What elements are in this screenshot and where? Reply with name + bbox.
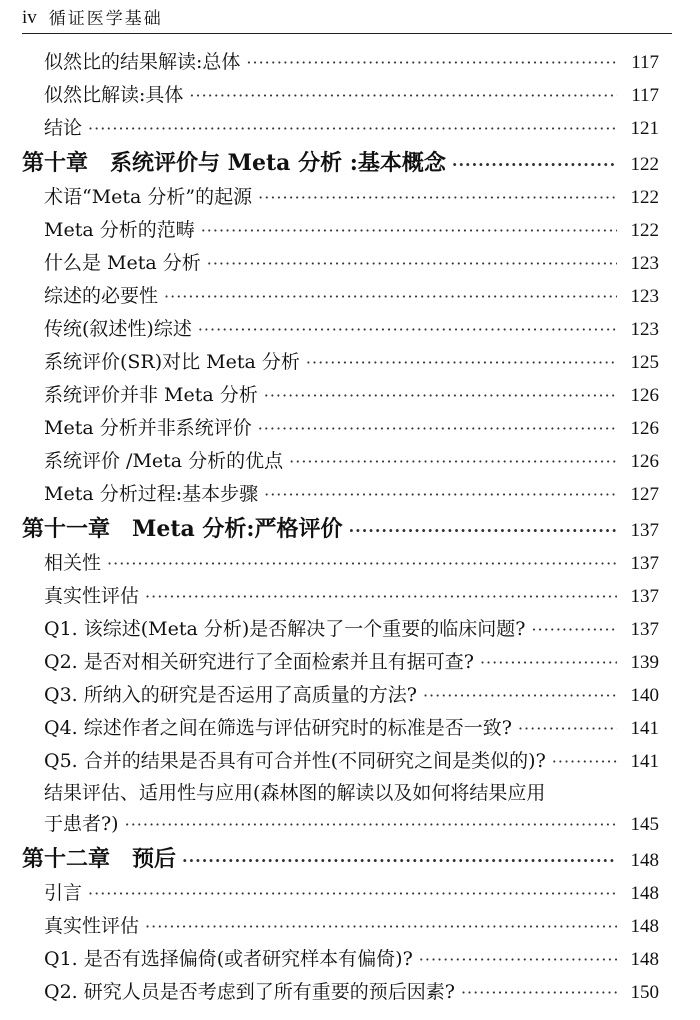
toc-chapter-title: 第十二章 预后 [22,846,177,872]
toc-entry[interactable] [22,181,659,214]
toc-entry[interactable] [22,547,659,580]
leader-dots [258,181,617,214]
toc-entry-title: Meta 分析过程:基本步骤 [44,483,259,505]
leader-dots [461,976,617,1009]
leader-dots [164,280,617,313]
toc-entry-title: 传统(叙述性)综述 [44,318,192,340]
toc-entry-page: 122 [630,220,659,241]
toc-entry[interactable] [22,910,659,943]
toc-entry-title: 系统评价(SR)对比 Meta 分析 [44,351,300,373]
toc-entry-page: 148 [630,916,659,937]
leader-dots [201,214,617,247]
leader-dots [531,613,617,646]
toc-entry[interactable] [22,478,659,511]
leader-dots [552,745,617,778]
toc-entry[interactable] [22,280,659,313]
leader-dots [145,580,617,613]
toc-entry-title: 于患者?) [44,813,119,835]
toc-entry[interactable] [22,346,659,379]
toc-entry-title: 系统评价 /Meta 分析的优点 [44,450,284,472]
toc-entry-page: 117 [631,85,659,106]
toc-entry[interactable] [22,976,659,1009]
toc-entry-page: 126 [630,418,659,439]
toc-entry-title: Q2. 研究人员是否考虑到了所有重要的预后因素? [44,981,455,1003]
toc-entry-page: 123 [630,319,659,340]
toc-entry-title: 结果评估、适用性与应用(森林图的解读以及如何将结果应用 [44,782,546,804]
toc-entry[interactable] [22,46,659,79]
toc-entry-page: 148 [630,949,659,970]
toc-entry-page: 141 [630,718,659,739]
leader-dots [349,513,617,549]
toc-entry-page: 140 [630,685,659,706]
toc-chapter-page: 148 [630,850,659,871]
toc-chapter-page: 137 [630,520,659,541]
toc-entry-title: Q4. 综述作者之间在筛选与评估研究时的标准是否一致? [44,717,512,739]
toc-entry[interactable] [22,580,659,613]
toc-entry-page: 148 [630,883,659,904]
toc-entry-title: 什么是 Meta 分析 [44,252,201,274]
toc-entry[interactable] [22,79,659,112]
toc-entry-page: 121 [630,118,659,139]
leader-dots [452,147,617,183]
leader-dots [189,79,617,112]
toc-entry[interactable] [22,445,659,478]
leader-dots [264,379,617,412]
toc-entry-page: 123 [630,286,659,307]
leader-dots [258,412,617,445]
leader-dots [88,877,617,910]
leader-dots [419,943,617,976]
toc-chapter[interactable] [22,841,659,877]
leader-dots [423,679,617,712]
toc-chapter[interactable] [22,511,659,547]
toc-entry-page: 122 [630,187,659,208]
toc-entry[interactable] [22,745,659,778]
leader-dots [198,313,617,346]
toc-entry-page: 139 [630,652,659,673]
toc-entry-page: 123 [630,253,659,274]
leader-dots [207,247,617,280]
toc-entry-page: 126 [630,451,659,472]
toc-entry-title: 似然比的结果解读:总体 [44,51,241,73]
toc-entry[interactable] [22,877,659,910]
toc-chapter[interactable] [22,145,659,181]
leader-dots [480,646,617,679]
toc-entry[interactable] [22,112,659,145]
toc-entry-title: 引言 [44,882,83,904]
header-page-number: iv [22,7,37,28]
toc-entry-title: Meta 分析并非系统评价 [44,417,252,439]
leader-dots [107,547,617,580]
leader-dots [145,910,617,943]
toc-entry-page: 117 [631,52,659,73]
toc-entry-title: 结论 [44,117,83,139]
toc-entry-title: Q2. 是否对相关研究进行了全面检索并且有据可查? [44,651,474,673]
toc-entry-title: 系统评价并非 Meta 分析 [44,384,258,406]
toc-entry[interactable] [22,412,659,445]
toc-entry-title: Q1. 该综述(Meta 分析)是否解决了一个重要的临床问题? [44,618,526,640]
leader-dots [125,808,617,841]
toc-entry-page: 137 [630,586,659,607]
leader-dots [306,346,617,379]
toc-chapter-title: 第十章 系统评价与 Meta 分析 :基本概念 [22,150,446,176]
toc-entry-title: 综述的必要性 [44,285,159,307]
toc-entry-page: 125 [630,352,659,373]
toc-entry-title: Q1. 是否有选择偏倚(或者研究样本有偏倚)? [44,948,413,970]
toc-entry[interactable] [22,679,659,712]
toc-entry-page: 127 [630,484,659,505]
toc-chapter-title: 第十一章 Meta 分析:严格评价 [22,516,343,542]
table-of-contents [22,46,659,1009]
leader-dots [182,843,617,879]
toc-chapter-page: 122 [630,154,659,175]
toc-entry-page: 126 [630,385,659,406]
toc-entry-title: 真实性评估 [44,915,140,937]
toc-entry[interactable] [22,712,659,745]
toc-entry[interactable] [22,379,659,412]
toc-entry-title: Meta 分析的范畴 [44,219,195,241]
toc-entry-title: 术语“Meta 分析”的起源 [44,186,253,208]
toc-entry-title: Q5. 合并的结果是否具有可合并性(不同研究之间是类似的)? [44,750,546,772]
toc-entry[interactable] [22,778,659,808]
leader-dots [246,46,617,79]
toc-entry[interactable] [22,214,659,247]
toc-entry-continuation[interactable] [22,808,659,841]
toc-entry[interactable] [22,646,659,679]
leader-dots [88,112,617,145]
toc-entry-title: Q3. 所纳入的研究是否运用了高质量的方法? [44,684,417,706]
running-header [22,0,672,34]
toc-entry-page: 137 [630,553,659,574]
toc-entry[interactable] [22,943,659,976]
leader-dots [289,445,617,478]
toc-entry-title: 似然比解读:具体 [44,84,184,106]
leader-dots [264,478,617,511]
toc-entry[interactable] [22,247,659,280]
toc-entry-page: 150 [630,982,659,1003]
toc-entry-page: 137 [630,619,659,640]
leader-dots [518,712,617,745]
toc-entry[interactable] [22,613,659,646]
toc-entry[interactable] [22,313,659,346]
toc-entry-page: 145 [630,814,659,835]
toc-entry-title: 相关性 [44,552,102,574]
toc-entry-page: 141 [630,751,659,772]
toc-entry-title: 真实性评估 [44,585,140,607]
header-book-title: 循证医学基础 [48,9,163,29]
